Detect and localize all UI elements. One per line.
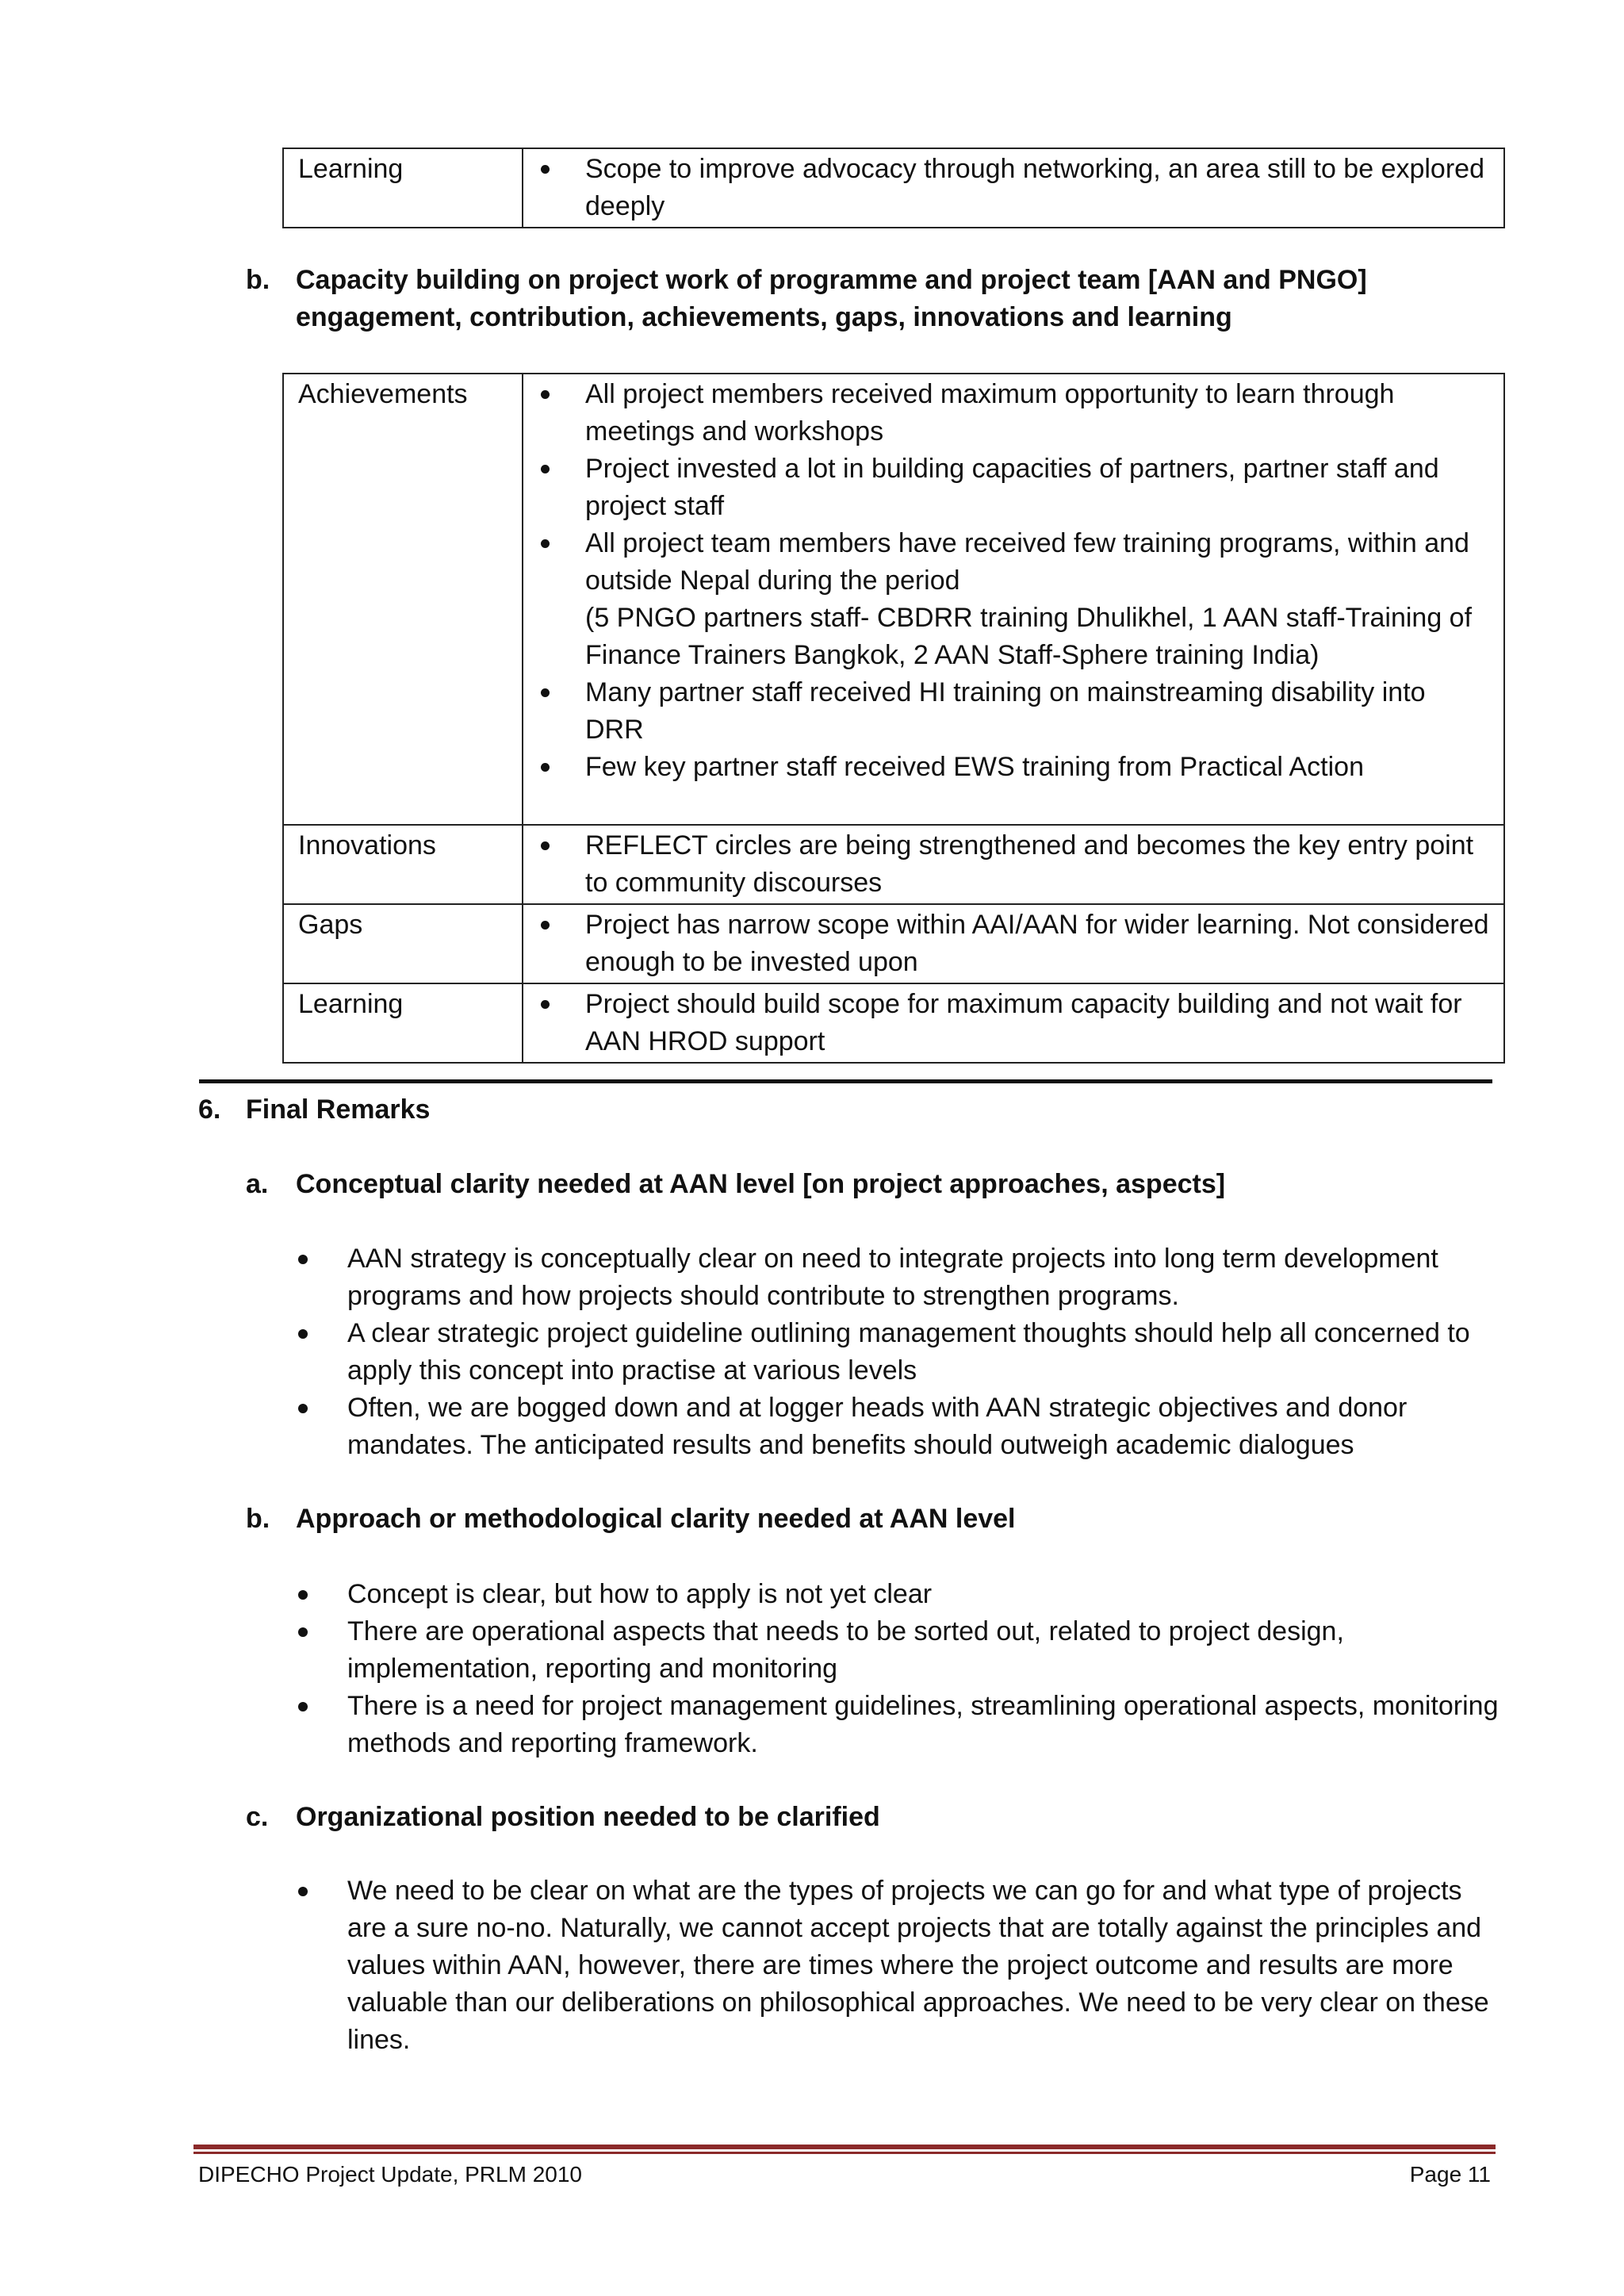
row-content [523, 904, 1504, 983]
row-content [523, 825, 1504, 904]
list-item: Project should build scope for maximum capacity building and not wait for AAN HROD support [523, 986, 1503, 1060]
subsection-b-bullets [297, 1576, 1502, 1762]
bullet-icon [541, 921, 550, 930]
bullet-icon [541, 390, 550, 399]
bullet-icon [541, 841, 550, 850]
list-item: REFLECT circles are being strengthened and becomes the key entry point to community discourses [523, 827, 1503, 902]
row-label: Learning [283, 983, 523, 1063]
bullet-icon [541, 539, 550, 548]
list-item: Project has narrow scope within AAI/AAN for wider learning. Not considered enough to be invested upon [523, 907, 1503, 981]
learning-table-top [282, 148, 1505, 228]
row-label: Innovations [283, 825, 523, 904]
section-marker: a. [246, 1169, 269, 1199]
bullet-icon [541, 165, 550, 174]
footer-title: DIPECHO Project Update, PRLM 2010 [198, 2162, 582, 2187]
bullet-icon [298, 1887, 308, 1896]
table-row [283, 374, 1504, 825]
list-item: A clear strategic project guideline outlining management thoughts should help all concerned to apply this concept into practise at various levels [297, 1315, 1502, 1389]
row-label: Learning [283, 148, 523, 228]
footer-rule [193, 2145, 1496, 2149]
section-title: Final Remarks [246, 1094, 431, 1125]
list-item: All project team members have received few training programs, within and outside Nepal during the period (5 PNGO partners staff- CBDRR training Dhulikhel, 1 AAN staff-Training of Finance Trainers Bangkok, 2 AAN Staff-Sphere training India) [523, 525, 1503, 674]
bullet-icon [298, 1702, 308, 1711]
list-item: Many partner staff received HI training on mainstreaming disability into DRR [523, 674, 1503, 749]
row-content [523, 148, 1504, 228]
bullet-icon [298, 1255, 308, 1264]
table-row [283, 904, 1504, 983]
row-content [523, 983, 1504, 1063]
bullet-icon [541, 1000, 550, 1009]
list-item: Concept is clear, but how to apply is not yet clear [297, 1576, 1502, 1613]
section-marker: b. [246, 1504, 270, 1534]
section-title: Capacity building on project work of programme and project team [AAN and PNGO] engagement, contribution, achievements, gaps, innovations and learning [296, 265, 1367, 332]
table-row [283, 148, 1504, 228]
row-label: Achievements [283, 374, 523, 825]
table-row [283, 983, 1504, 1063]
subsection-a-bullets [297, 1240, 1502, 1464]
table-row [283, 825, 1504, 904]
list-item: Few key partner staff received EWS training from Practical Action [523, 749, 1503, 786]
list-item: Project invested a lot in building capacities of partners, partner staff and project staff [523, 450, 1503, 525]
section-marker: c. [246, 1802, 269, 1832]
subsection-c-bullets [297, 1872, 1502, 2059]
list-item: All project members received maximum opportunity to learn through meetings and workshops [523, 376, 1503, 450]
section-title: Organizational position needed to be clarified [296, 1802, 880, 1832]
list-item: AAN strategy is conceptually clear on need to integrate projects into long term development programs and how projects should contribute to strengthen programs. [297, 1240, 1502, 1315]
row-label: Gaps [283, 904, 523, 983]
section-divider [199, 1079, 1492, 1083]
bullet-icon [541, 465, 550, 473]
footer-rule-thin [193, 2152, 1496, 2154]
bullet-icon [541, 763, 550, 772]
section-marker: 6. [198, 1094, 221, 1125]
bullet-icon [298, 1404, 308, 1413]
list-item: We need to be clear on what are the types of projects we can go for and what type of projects are a sure no-no. Naturally, we cannot accept projects that are totally against the principles and values within AAN, however, there are times where the project outcome and results are more valuable than our deliberations on philosophical approaches. We need to be very clear on these lines. [297, 1872, 1502, 2059]
page-number: Page 11 [1409, 2162, 1491, 2187]
section-title: Approach or methodological clarity needed at AAN level [296, 1504, 1016, 1534]
capacity-table [282, 373, 1505, 1064]
training-note: (5 PNGO partners staff- CBDRR training Dhulikhel, 1 AAN staff-Training of Finance Trainers Bangkok, 2 AAN Staff-Sphere training India) [585, 603, 1473, 670]
bullet-icon [298, 1590, 308, 1600]
section-marker: b. [246, 265, 270, 295]
list-item: There is a need for project management guidelines, streamlining operational aspects, monitoring methods and reporting framework. [297, 1688, 1502, 1762]
list-item: Often, we are bogged down and at logger heads with AAN strategic objectives and donor mandates. The anticipated results and benefits should outweigh academic dialogues [297, 1389, 1502, 1464]
list-item: There are operational aspects that needs to be sorted out, related to project design, implementation, reporting and monitoring [297, 1613, 1502, 1688]
bullet-icon [298, 1329, 308, 1339]
bullet-icon [298, 1627, 308, 1637]
bullet-icon [541, 688, 550, 697]
row-content [523, 374, 1504, 825]
list-item: Scope to improve advocacy through networking, an area still to be explored deeply [523, 151, 1503, 225]
section-title: Conceptual clarity needed at AAN level [on project approaches, aspects] [296, 1169, 1226, 1199]
